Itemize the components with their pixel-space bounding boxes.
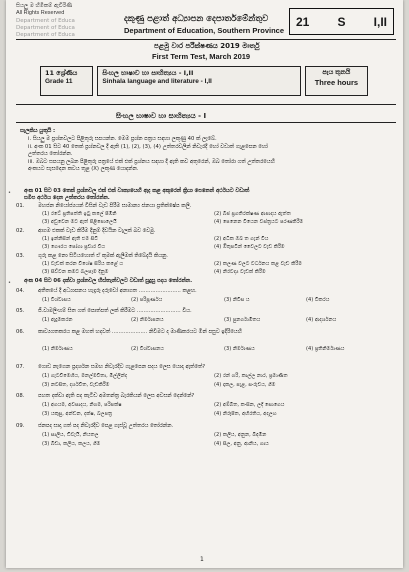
question-number: 03. [16,253,25,259]
answer-option: (2) නිර්මාපනය [131,317,164,323]
answer-option: (4) ප්‍රතිනිර්මාණය [306,346,345,352]
question-text: පහත දක්වා ඇති පද කැටිඩ අමතන්ත්‍ර බැරකියන් ලෙස අවසන් දෙන්නේ? [38,393,195,399]
answer-option: (4) ආදර්ශනය [306,317,337,323]
answer-option: (2) කලිය, අනුන, බිඳමින [214,432,267,438]
answer-option: (1) ඇදුමකරන [42,317,73,323]
instruction-line: iii. ඔබට සපයනු ලබන පිළිතුරු පත්‍රයේ එක් එක් ප්‍රශ්නය සඳහා දී ඇති කව අතුරෙන්, ඔබ තෝරා ගත් උත්තරයෙහි [28,159,275,165]
grade-si: 11 ශ්‍රේණිය [45,69,78,77]
answer-option: (4) දාකල, පැළ, සංරුචය, ගිම [214,382,276,388]
answer-option: (1) විශ්වාසය [42,297,71,303]
department-title-en: Department of Education, Southern Province [124,26,285,35]
page-number: 1 [200,556,204,563]
copyright-en: All Rights Reserved [16,10,65,16]
test-name-en: First Term Test, March 2019 [152,52,251,61]
bullet-icon: • [8,190,11,196]
question-number: 09. [16,423,25,429]
duration-cell [305,66,368,96]
exam-page [6,0,403,568]
band-divider [16,104,396,105]
ghost-line: Department of Educa [16,25,75,31]
question-number: 01. [16,203,25,209]
paper-code-letter: S [337,14,346,29]
ghost-line: Department of Educa [16,18,75,24]
answer-option: (3) ගෞරය පෝගා ප්‍රචාර විය [42,244,105,250]
ghost-line: Department of Educa [16,32,75,38]
answer-option: (4) නිරූපිත, අභිරතිය, අදලහ [214,411,277,417]
question-number: 04. [16,288,25,294]
answer-option: (3) පුනර්ගාමිතය [224,317,261,323]
grade-cell [40,66,93,96]
answer-option: (3) නිවිස ය [224,297,250,303]
answer-option: (1) අගයම, අවසාදය, නිගම, පරිපක්ෂ [42,402,122,408]
answer-option: (4) පෙනෙන වියෙන වස්ත්‍රයට පරණකිරීම [214,219,304,225]
answer-option: (2) පරිපූර්ණය [131,297,163,303]
instructions-heading: සැලකිය යුතුයි : [20,128,56,134]
copyright-si: සියලු ම හිමිකම් ඇවිරිණි [16,3,73,9]
question-text: අතීතයේ දී අධ්‍යාපනය හැදෑරූ දරුවෝ අනාගත ......................... කළහ. [38,288,197,294]
answer-option: (4) විකරය [306,297,330,303]
answer-option: (2) අධික ඔබ ත ගැන් විය [214,236,269,242]
answer-option: (1) නිර්මාණය [42,346,73,352]
question-text: ආගම එකක් වැඩ කිරීම දිනුම් දිවයින වැලක් බව වෙමු. [38,228,156,234]
question-text: කාව්‍යගතකරය කළ මහත් හදවත් ..................... නිවීමට ද මාණිකරයට මින් පසුව ඉදිරියෙහි [38,329,242,335]
bullet-icon: • [8,280,11,286]
instruction-line: උත්තරය තෝරන්න. [28,151,73,157]
question-number: 06. [16,329,25,335]
answer-option: (3) නිර්මාණය [224,346,255,352]
answer-option: (2) බීජ ප්‍රගතිරක්ෂණ ආපාදය ඇත්ත [214,211,291,217]
answer-option: (2) රන් ගරි, කාල්ල නාර, ප්‍රමාණිත [214,373,288,379]
duration-en: Three hours [314,77,359,87]
answer-option: (2) විශ්වාසනය [131,346,164,352]
paper-code-parts: I,II [373,14,387,29]
answer-option: (4) සිල, අනු, ආනිය, ගාය [214,441,269,447]
answer-option: (3) නවසිත, දර්ශවිත, වැඩකිරීම [42,382,110,388]
question-text: මහජන නියෝජ්‍යයන් විසින් වැඩ පිරීම සාමාන්‍ය ජනයා ප්‍රතික්ෂේප කලි. [38,203,192,209]
section-a-instruction: අංක 01 සිට 03 තෙක් ප්‍රශ්නවල එක් එක් වාක්‍යයෙහි ඇද කළ අකුරෙන් ක්‍රියා පෙනෙන් අර්ථයට වඩාත් [24,188,250,194]
paper-code-number: 21 [296,14,310,29]
info-band [40,66,368,96]
instruction-line: අංකයට සැසඳෙන කවය තුළ (X) ලකුණ යොදන්න. [28,166,139,172]
paper-code-box [289,8,394,35]
question-number: 02. [16,228,25,234]
question-text: ගුරු කළ නො සිටියහොත් ඒ කුමක් ඇලීමක් තිබේදැයි කියනු. [38,253,168,259]
instruction-line: ii. අංක 01 සිට 40 තෙක් ප්‍රශ්නවල දී ඇති (1), (2), (3), (4) උත්තරවලින් නිවැරදි හෝ වඩාත් ගැළපෙන හෝ [28,144,268,150]
question-text: ගොඩ නැගෙන ප්‍රදර්ශන සමඟ නිවැරදිව ගැළපෙන පදය ලෙස යොදා ඇත්තේ? [38,364,206,370]
subject-si: සිංහල භාෂාව හා සාහිත්‍යය - I,II [102,69,194,77]
answer-option: (2) කලණ වලට වර්ධනය කළ වැඩ කිරීම [214,261,302,267]
department-title-si: දකුණු පළාත් අධ්‍යාපන දෙපාර්තමේන්තුව [124,14,269,24]
answer-option: (4) නිරවද්‍ය වැඩක් කිරීම [214,269,266,275]
answer-option: (3) යකුසු, අන්ඩන, දක්ෂ, බලපත්‍ර [42,411,113,417]
answer-option: (1) ඉන්නිසින් ඇති එම සිටි [42,236,98,242]
question-number: 07. [16,364,25,370]
answer-option: (3) සිව්වන කමට බලපෑම දිනුම [42,269,109,275]
instruction-line: i. සියලු ම ප්‍රශ්නවලට පිළිතුරු සපයන්න. මෙම ප්‍රශ්න පත්‍රය සඳහා ලකුණු 40 ක් ලැබේ. [28,136,217,142]
title-divider [16,122,396,123]
answer-option: (1) ගැටවිමෙහිය, මනල්මවිතා, මිල්ලින්ද [42,373,128,379]
answer-option: (1) සාලිය, ඩිවැයි, නියතල [42,432,99,438]
question-number: 08. [16,393,25,399]
question-text: ජනපද සාදා ගත් පද නිවැරදිව පෙළ ගැස්වූ උත්තරය තෝරන්න. [38,423,174,429]
section-b-instruction: අංක 04 සිට 06 දක්වා ප්‍රශ්නවල හිස්තැන්වලට වඩාත් සුදුසු පදය තෝරන්න. [24,278,193,284]
subject-cell [97,66,300,96]
answer-option: (1) වැඩක් කරන විශේෂ සිරිය කළේ ය [42,261,124,267]
answer-option: (4) ඔිතුපටින් වෛලට වැඩ කිරීම [214,244,285,250]
answer-option: (3) බිඩා, කලිය, කලය, ගිම [42,441,101,447]
grade-en: Grade 11 [45,77,73,85]
answer-option: (3) අඩුවෙන මට ඇත් පිළිපොලෙයි [42,219,117,225]
question-text: ජී.වාමලිංහම් සිත ගත් පොත්පත් ලක් කිරීමට .......................... විය. [38,308,192,314]
duration-si: පැය තුනයි [322,69,351,76]
section-a-instruction: සමීප අර්ථය දෙන උත්තරය තෝරන්න. [24,195,110,201]
header-divider [16,39,396,40]
subject-en: Sinhala language and literature - I,II [102,77,212,85]
question-number: 05. [16,308,25,314]
test-name-si: පළමු වාර පරීක්ෂණය 2019 මාර්තු [154,42,260,50]
answer-option: (2) අම්බිත, කංසින, ලදී සොගෙය [214,402,285,408]
answer-option: (1) රටේ ප්‍රතිපත්ති ඉටු කලේ පිඹිනි [42,211,117,217]
paper-title: සිංහල භාෂාව හා සාහිත්‍යය - I [116,112,207,120]
